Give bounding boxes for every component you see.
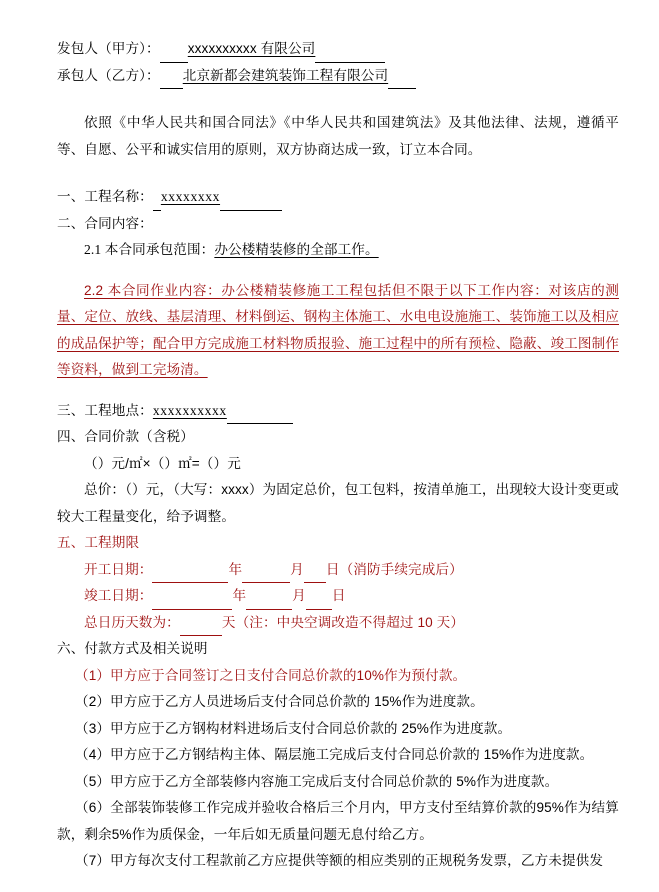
section-1-line bbox=[57, 184, 619, 211]
finish-date-day: 日 bbox=[331, 588, 346, 603]
party-b-value: 北京新都会建筑装饰工程有限公司 bbox=[182, 67, 389, 83]
section-2-1-value: 办公楼精装修的全部工作。 bbox=[214, 242, 379, 257]
document-body bbox=[57, 36, 619, 875]
start-date-label: 开工日期： bbox=[84, 561, 153, 577]
payment-item-5: （5）甲方应于乙方全部装修内容施工完成后支付合同总价款的 5%作为进度款。 bbox=[75, 773, 559, 789]
section-3-line bbox=[57, 398, 619, 425]
total-days-note: （注：中央空调改造不得超过 10 天） bbox=[235, 614, 465, 630]
party-b-line bbox=[57, 63, 619, 90]
payment-item-3: （3）甲方应于乙方钢构材料进场后支付合同总价款的 25%作为进度款。 bbox=[75, 720, 512, 736]
section-5-total-days bbox=[57, 610, 619, 637]
finish-date-label: 竣工日期： bbox=[84, 588, 153, 603]
section-5-finish-date bbox=[57, 583, 619, 610]
preamble-paragraph: 依照《中华人民共和国合同法》《中华人民共和国建筑法》及其他法律、法规，遵循平等、自愿、公平和诚实信用的原则，双方协商达成一致，订立本合同。 bbox=[57, 115, 619, 157]
section-5-start-date bbox=[57, 557, 619, 584]
payment-item-1: （1）甲方应于合同签订之日支付合同总价款的10%作为预付款。 bbox=[75, 667, 467, 683]
section-2-1-label: 2.1 本合同承包范围： bbox=[84, 242, 215, 257]
party-a-line bbox=[57, 36, 619, 63]
section-5-heading: 五、工程期限 bbox=[57, 535, 140, 550]
section-4-total: 总价：（）元，（大写：xxxx）为固定总价，包工包料，按清单施工，出现较大设计变更或较大工程量变化，给予调整。 bbox=[57, 482, 619, 524]
section-1-heading: 一、工程名称： bbox=[57, 189, 153, 204]
payment-item-7: （7）甲方每次支付工程款前乙方应提供等额的相应类别的正规税务发票，乙方未提供发 bbox=[75, 853, 604, 868]
start-date-note: （消防手续完成后） bbox=[339, 561, 463, 577]
start-date-month: 月 bbox=[290, 561, 304, 577]
section-4-heading: 四、合同价款（含税） bbox=[57, 429, 194, 444]
party-a-value: xxxxxxxxxx 有限公司 bbox=[187, 41, 316, 56]
payment-item-6: （6）全部装饰装修工作完成并验收合格后三个月内，甲方支付至结算价款的95%作为结算款，剩余5%作为质保金，一年后如无质量问题无息付给乙方。 bbox=[57, 800, 619, 842]
section-2-2-paragraph: 2.2 本合同作业内容：办公楼精装修施工工程包括但不限于以下工作内容：对该店的测量、定位、放线、基层清理、材料倒运、钢构主体施工、水电电设施施工、装饰施工以及相应的成品保护等；配合甲方完成施工材料物质报验、施工过程中的所有预检、隐蔽、竣工图制作等资料，做到工完场清。 bbox=[57, 282, 619, 377]
finish-date-month: 月 bbox=[292, 588, 306, 603]
start-date-day: 日 bbox=[325, 561, 340, 577]
section-1-value: xxxxxxxx bbox=[160, 189, 221, 204]
finish-date-year: 年 bbox=[232, 588, 247, 603]
section-6-heading: 六、付款方式及相关说明 bbox=[57, 641, 208, 656]
payment-item-2: （2）甲方应于乙方人员进场后支付合同总价款的 15%作为进度款。 bbox=[75, 694, 484, 709]
section-3-heading: 三、工程地点： bbox=[57, 402, 153, 418]
start-date-year: 年 bbox=[228, 561, 243, 577]
section-2-heading: 二、合同内容： bbox=[57, 215, 153, 231]
party-b-label: 承包人（乙方）： bbox=[57, 67, 160, 83]
section-3-value: xxxxxxxxxx bbox=[152, 402, 227, 418]
party-a-label: 发包人（甲方）： bbox=[57, 41, 160, 56]
total-days-unit: 天 bbox=[221, 614, 236, 630]
total-days-label: 总日历天数为： bbox=[84, 614, 180, 630]
payment-item-4: （4）甲方应于乙方钢结构主体、隔层施工完成后支付合同总价款的 15%作为进度款。 bbox=[75, 747, 594, 762]
section-4-formula: （）元/㎡×（）㎡=（）元 bbox=[84, 455, 241, 471]
section-2-1-line bbox=[57, 237, 619, 264]
